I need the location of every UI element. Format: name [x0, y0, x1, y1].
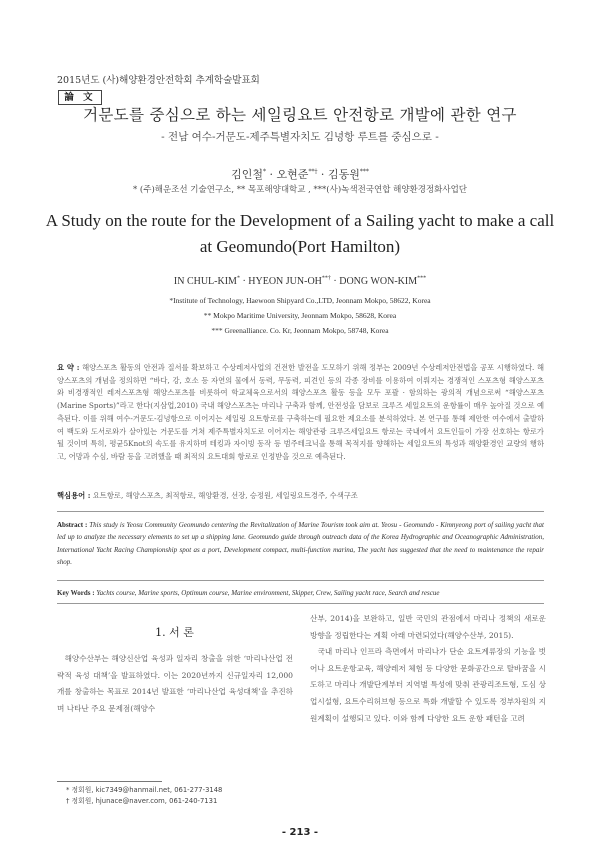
abstract-korean-text: 해양스포츠 활동의 안전과 질서를 확보하고 수상레저사업의 건전한 발전을 도모하기 위해 정부는 2009년 수상레저안전법을 공포 시행하였다. 해양스포츠의 개념을 정의하면 “바다, 강, 호소 등 자연의 물에서 동력, 무동력, 피견인 등의 각종 장비를 이용하여 이뤄지는 경쟁적인 스포츠형 해양스포츠와 비경쟁적인 레저스포츠형 해양스포츠를 비롯하여 학교체육으로서의 해양스포츠 활동 등을 모두 포괄 · 함의하는 광의적 개념으로써 “해양스포츠(Marine Sports)”라고 한다(지삼업,2010) 국내 해양스포츠는 마리나 구축과 함께, 안전성을 담보로 크루즈 세일요트의 운항률이 매우 높아질 것으로 예측된다. 이를 위해 여수-거문도-김녕항으로 이어지는 세일링 요트항로를 구축하는데 필요한 제요소를 분석하였다. 본 연구를 통해 제안한 여수에서 출발하여 백도와 도서로와가 살아있는 거문도를 거쳐 제주특별자치도로 이어지는 해양관광 크루즈세일요트 항로는 국내에서 요트인들이 가장 선호하는 항로가 될 것이며 특히, 평균5Knot의 속도를 유지하며 테킹과 자이빙 동작 등 범주테크닉을 통해 목적지를 향해하는 세일요트의 특성과 해양환경인 교량의 행하고, 어망과 수심, 바람 등을 고려했을 때 최적의 요트대회 항로로 인정받을 것으로 예측된다.	[57, 363, 544, 461]
author-3-mark: ***	[417, 275, 427, 282]
author-3-name: DONG WON-KIM	[339, 276, 418, 287]
author-1-name: IN CHUL-KIM	[173, 276, 237, 287]
abstract-english	[57, 519, 544, 568]
paper-type-badge: 論 文	[58, 90, 102, 105]
footnotes	[66, 785, 222, 807]
author-1-name: 김인철	[231, 168, 264, 181]
affiliations-korean: * (주)해운조선 기술연구소, ** 목포해양대학교 , ***(사)녹색전국연합 해양환경정화사업단	[132, 185, 468, 195]
affiliations-english	[0, 293, 600, 338]
body-column-left: 해양수산부는 해양신산업 육성과 일자리 창출을 위한 ‘마리나산업 전략적 육성 대책’을 발표하였다. 이는 2020년까지 신규일자리 12,000개를 창출하는 목표로 2014년 발표한 ‘마리나산업 육성대책’을 추진하며 나타난 주요 문제점(해양수	[57, 654, 293, 713]
body-paragraph: 산부, 2014)을 보완하고, 일반 국민의 관점에서 마리나 정책의 새로운 방향을 정립한다는 계획 아래 마련되었다(해양수산부, 2015).	[310, 614, 546, 640]
author-1-mark: *	[236, 275, 240, 282]
subtitle-korean: - 전남 여수-거문도-제주특별자치도 김녕항 루트를 중심으로 -	[161, 131, 439, 143]
author-separator: ·	[266, 168, 277, 181]
authors-english	[0, 276, 600, 287]
abstract-english-label: Abstract :	[57, 521, 88, 529]
divider	[57, 580, 544, 581]
divider	[57, 511, 544, 512]
abstract-korean	[57, 362, 544, 464]
affiliation-line: ** Mokpo Maritime University, Jeonnam Mokpo, 58628, Korea	[203, 311, 397, 320]
abstract-korean-label: 요 약 :	[57, 363, 80, 372]
body-column-right	[310, 611, 546, 727]
keywords-korean-text: 요트항로, 해양스포츠, 최적항로, 해양환경, 선장, 승정원, 세일링요트경주, 수색구조	[90, 491, 358, 500]
body-paragraph: 국내 마리나 인프라 측면에서 마리나가 단순 요트계류장의 기능을 벗어나 요트운항교육, 해양레저 체험 등 다양한 문화공간으로 탈바꿈을 시도하고 마리나 개발단계부터 지역별 특성에 맞춰 관광리조트형, 도심 상업시설형, 요트수리허브형 등으로 특화 개발할 수 있도록 정부차원의 지원계획이 설행되고 있다. 이와 함께 다양한 요트 운항 패턴을 고려	[310, 647, 546, 723]
keywords-english	[57, 589, 544, 597]
affiliation-line: *Institute of Technology, Haewoon Shipyard Co.,LTD, Jeonnam Mokpo, 58622, Korea	[169, 296, 431, 305]
authors-korean	[0, 166, 600, 182]
author-2-mark: **†	[308, 168, 318, 176]
footnote: * 정회원, kic7349@hanmail.net, 061-277-3148	[66, 786, 223, 794]
author-separator: ·	[239, 276, 249, 287]
keywords-korean-label: 핵심용어 :	[57, 491, 91, 500]
author-2-name: HYEON JUN-OH	[248, 276, 322, 287]
author-3-mark: ***	[359, 168, 369, 176]
author-separator: ·	[317, 168, 328, 181]
keywords-korean	[57, 491, 544, 501]
author-2-name: 오현준	[276, 168, 309, 181]
author-3-name: 김동원	[327, 168, 360, 181]
keywords-english-text: Yachts course, Marine sports, Optimum course, Marine environment, Skipper, Crew, Sailing yacht race, Search and rescue	[94, 589, 440, 597]
author-2-mark: **†	[321, 275, 331, 282]
author-1-mark: *	[263, 168, 267, 176]
title-korean: 거문도를 중심으로 하는 세일링요트 안전항로 개발에 관한 연구	[83, 106, 517, 124]
affiliation-line: *** Greenalliance. Co. Kr, Jeonnam Mokpo, 58748, Korea	[211, 326, 389, 335]
abstract-english-text: This study is Yeosu Community Geomundo centering the Revitalization of Marine Tourism took aim at. Yeosu - Geomundo - Kimnyeong port of sailing yacht that led up to analyze the necessary elements to set up a shipping lane. Geomundo guide through outreach data of the Korea Hydrographic and Oceanographic Administration, International Yacht Racing Championship spot as a port, Development compact, multi-function marina, The yacht has suggested that the need to maintenance the repair shop.	[57, 521, 544, 566]
footnote: † 정회원, hjunace@naver.com, 061-240-7131	[66, 797, 218, 805]
section-heading: 1. 서 론	[155, 626, 194, 639]
page-number: - 213 -	[281, 827, 319, 838]
keywords-english-label: Key Words :	[57, 589, 95, 597]
title-english: A Study on the route for the Development of a Sailing yacht to make a call at Geomundo(Port Hamilton)	[45, 211, 555, 256]
conference-header: 2015년도 (사)해양환경안전학회 추계학술발표회	[57, 75, 260, 86]
footnote-divider	[57, 781, 162, 782]
divider	[57, 603, 544, 604]
author-separator: ·	[330, 276, 340, 287]
